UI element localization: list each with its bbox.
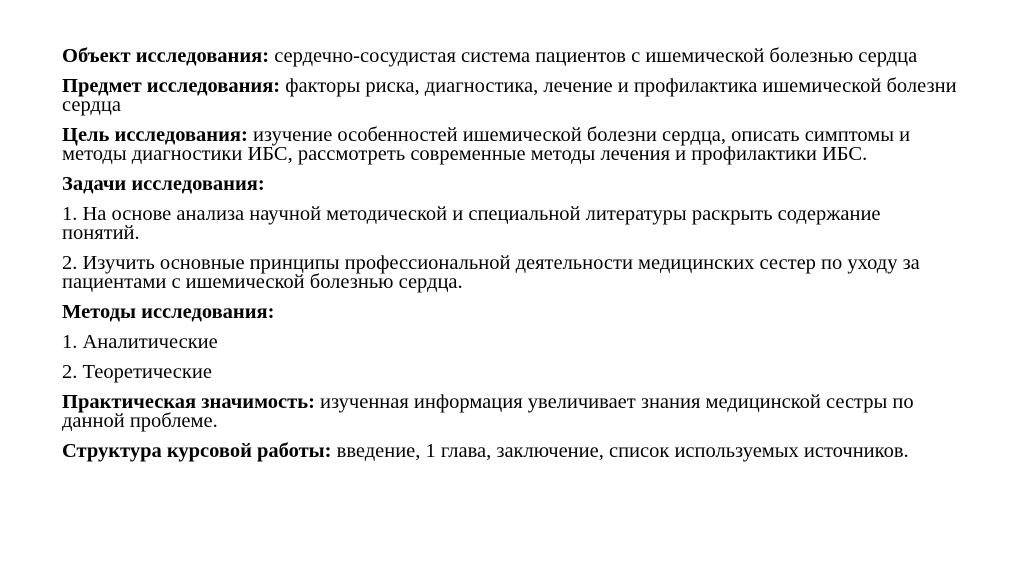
structure-paragraph [62, 442, 962, 461]
subject-label: Предмет исследования: [62, 75, 281, 97]
method-item-1: 1. Аналитические [62, 331, 218, 353]
methods-heading [62, 303, 962, 322]
tasks-label: Задачи исследования: [62, 173, 265, 195]
object-label: Объект исследования: [62, 45, 270, 67]
object-paragraph [62, 47, 962, 66]
subject-text: факторы риска, диагностика, лечение и профилактика ишемической болезни сердца [62, 75, 957, 116]
significance-text: изученная информация увеличивает знания медицинской сестры по данной проблеме. [62, 391, 914, 432]
significance-paragraph [62, 393, 962, 431]
methods-label: Методы исследования: [62, 301, 275, 323]
structure-label: Структура курсовой работы: [62, 440, 332, 462]
object-text: сердечно-сосудистая система пациентов с ишемической болезнью сердца [269, 45, 918, 67]
task-item-2: 2. Изучить основные принципы профессиональной деятельности медицинских сестер по уходу за пациентами с ишемической болезнью сердца. [62, 252, 920, 293]
method-item-2: 2. Теоретические [62, 361, 212, 383]
structure-text: введение, 1 глава, заключение, список используемых источников. [331, 440, 909, 462]
slide-content [62, 47, 962, 472]
goal-paragraph [62, 126, 962, 164]
subject-paragraph [62, 77, 962, 115]
significance-label: Практическая значимость: [62, 391, 315, 413]
task-item-1: 1. На основе анализа научной методической и специальной литературы раскрыть содержание понятий. [62, 203, 881, 244]
tasks-heading [62, 175, 962, 194]
goal-label: Цель исследования: [62, 124, 248, 146]
goal-text: изучение особенностей ишемической болезни сердца, описать симптомы и методы диагностики ИБС, рассмотреть современные методы лечения и профилактики ИБС. [62, 124, 911, 165]
